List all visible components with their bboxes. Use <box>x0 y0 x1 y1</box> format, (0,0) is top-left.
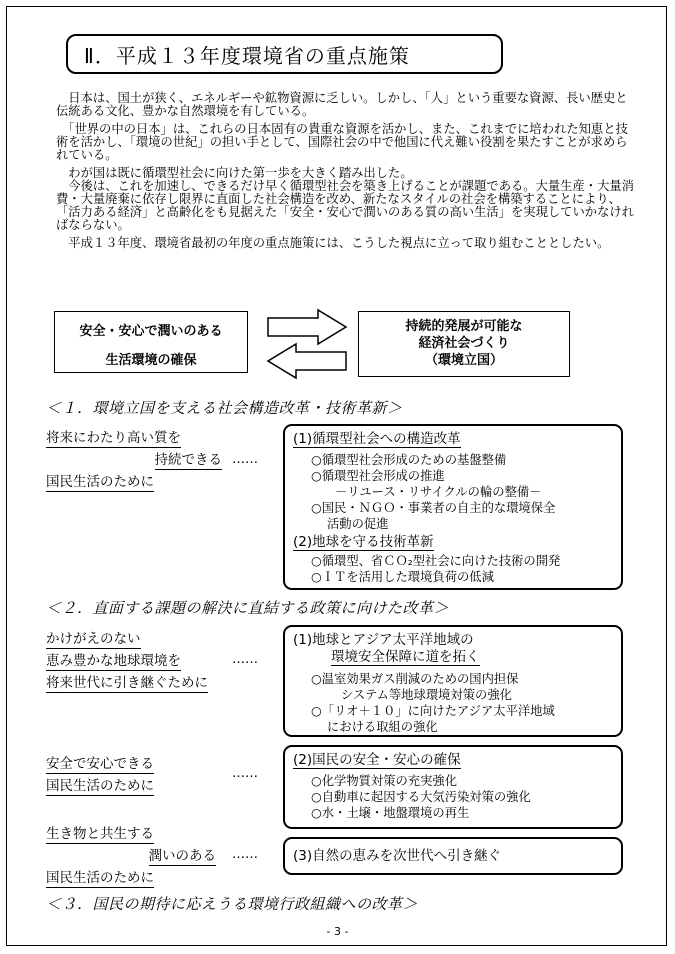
section-2b-heading: (2)国民の安全・安心の確保 <box>293 752 461 768</box>
section-1-label-line: 持続できる <box>154 452 222 468</box>
policy-item: ○化学物質対策の充実強化 <box>311 774 457 788</box>
sustainable-economy-line3: （環境立国） <box>424 353 503 368</box>
sustainable-economy-line1: 持続的発展が可能な <box>405 319 523 334</box>
policy-item: ○国民・ＮＧＯ・事業者の自主的な環境保全 <box>311 501 556 515</box>
leader-dots: …… <box>232 847 258 862</box>
policy-item: における取組の強化 <box>327 720 438 734</box>
policy-item: ○ＩＴを活用した環境負荷の低減 <box>311 570 494 584</box>
policy-item: 活動の促進 <box>327 517 389 531</box>
leader-dots: …… <box>232 452 258 467</box>
leader-dots: …… <box>232 766 258 781</box>
section-1-heading-1: (1)循環型社会への構造改革 <box>293 431 461 447</box>
policy-item: －リユース・リサイクルの輪の整備－ <box>335 485 542 499</box>
policy-item: ○「リオ＋１０」に向けたアジア太平洋地域 <box>311 704 555 718</box>
policy-item: システム等地球環境対策の強化 <box>341 688 512 702</box>
section-2c-box <box>283 837 623 875</box>
section-1-box <box>283 424 623 590</box>
section-2b-box <box>283 745 623 829</box>
section-1-label <box>46 427 222 493</box>
section-2a-heading-line1: (1)地球とアジア太平洋地域の <box>293 632 474 648</box>
policy-item: ○循環型、省ＣＯ₂型社会に向けた技術の開発 <box>311 554 561 568</box>
section-2-heading: ＜２．直面する課題の解決に直結する政策に向けた改革＞ <box>46 599 450 617</box>
policy-item: ○水・土壌・地盤環境の再生 <box>311 806 470 820</box>
section-2c-heading: (3)自然の恵みを次世代へ引き継ぐ <box>293 848 502 864</box>
section-1-label-line: 国民生活のために <box>46 474 154 490</box>
section-2a-heading-line2: 環境安全保障に道を拓く <box>331 649 480 665</box>
sustainable-economy-line2: 経済社会づくり <box>418 336 510 351</box>
living-environment-box <box>54 311 248 373</box>
section-2c-label-line: 国民生活のために <box>46 870 154 886</box>
section-2b-label-line: 国民生活のために <box>46 778 154 794</box>
living-environment-line1: 安全・安心で潤いのある <box>79 324 223 339</box>
sustainable-economy-box <box>358 311 570 377</box>
section-2b-label-line: 安全で安心できる <box>46 756 154 772</box>
policy-item: ○温室効果ガス削減のための国内担保 <box>311 672 519 686</box>
policy-item: ○循環型社会形成のための基盤整備 <box>311 453 507 467</box>
page-title: Ⅱ．平成１３年度環境省の重点施策 <box>66 34 503 74</box>
page-number: - 3 - <box>326 925 349 938</box>
section-2a-label-line: 将来世代に引き継ぐために <box>46 675 208 691</box>
intro-paragraph: 日本は、国土が狭く、エネルギーや鉱物資源に乏しい。しかし、「人」という重要な資源、長い歴史と伝統ある文化、豊かな自然環境を有している。 <box>56 91 628 118</box>
section-2b-label <box>46 753 246 797</box>
section-1-label-line: 将来にわたり高い質を <box>46 430 181 446</box>
section-2c-label <box>46 823 216 889</box>
section-3-heading: ＜３．国民の期待に応えうる環境行政組織への改革＞ <box>46 895 419 913</box>
section-2a-label <box>46 628 256 694</box>
section-1-heading-2: (2)地球を守る技術革新 <box>293 534 434 550</box>
intro-paragraph: 今後は、これを加速し、できるだけ早く循環型社会を築き上げることが課題である。大量生産・大量消費・大量廃棄に依存し限界に直面した社会構造を改め、新たなスタイルの社会を構築することにより、「活力ある経済」と高齢化をも見据えた「安全・安心で潤いのある質の高い生活」を実現していかなければならない。 <box>56 179 634 232</box>
policy-item: ○自動車に起因する大気汚染対策の強化 <box>311 790 531 804</box>
section-1-heading: ＜１．環境立国を支える社会構造改革・技術革新＞ <box>46 399 403 417</box>
intro-paragraph: わが国は既に循環型社会に向けた第一歩を大きく踏み出した。 <box>56 166 413 180</box>
living-environment-line2: 生活環境の確保 <box>105 353 197 368</box>
bidirectional-arrows-icon <box>262 308 352 380</box>
policy-item: ○循環型社会形成の推進 <box>311 469 445 483</box>
section-2a-box <box>283 625 623 737</box>
leader-dots: …… <box>232 652 258 667</box>
section-2a-label-line: かけがえのない <box>46 631 141 647</box>
intro-paragraph: 「世界の中の日本」は、これらの日本固有の貴重な資源を活かし、また、これまでに培われた知恵と技術を活かし、「環境の世紀」の担い手として、国際社会の中で他国に代え難い役割を果たすことが求められている。 <box>56 122 628 162</box>
intro-text <box>56 92 636 250</box>
intro-paragraph: 平成１３年度、環境省最初の年度の重点施策には、こうした視点に立って取り組むこととしたい。 <box>56 236 610 250</box>
section-2c-label-line: 潤いのある <box>148 848 216 864</box>
section-2a-label-line: 恵み豊かな地球環境を <box>46 653 181 669</box>
section-2c-label-line: 生き物と共生する <box>46 826 154 842</box>
